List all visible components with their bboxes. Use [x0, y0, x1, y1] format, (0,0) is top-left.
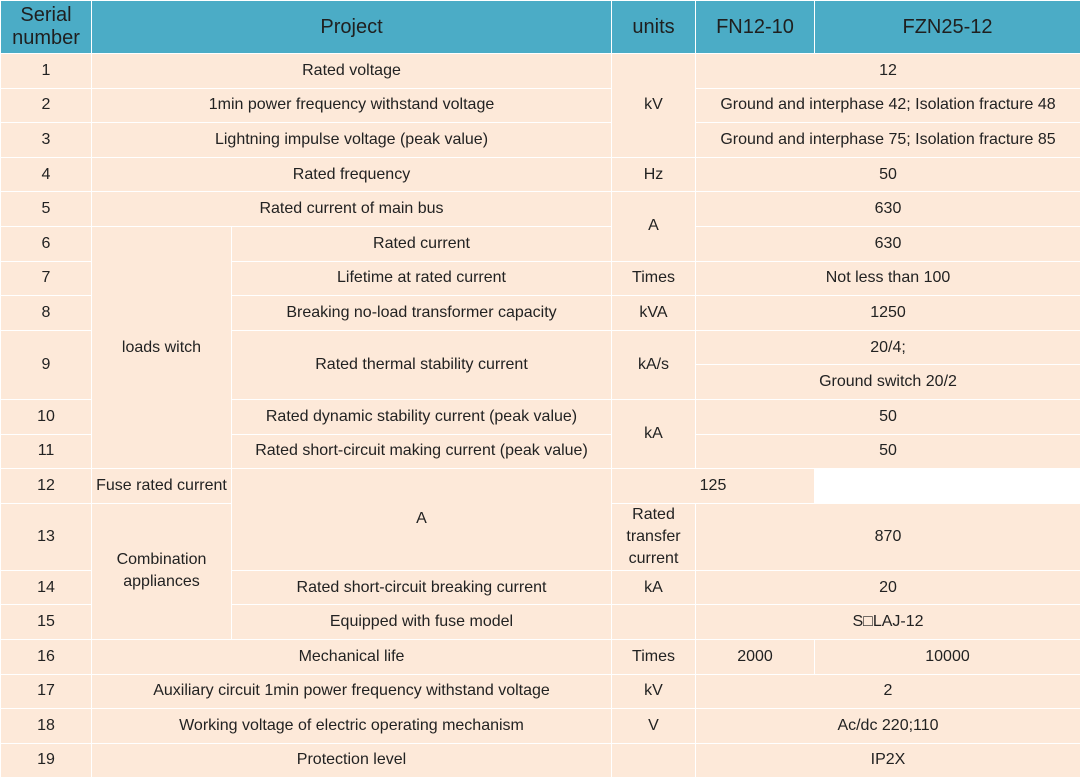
- value-cell: 50: [696, 157, 1080, 192]
- unit-cell: A: [612, 192, 696, 261]
- table-row: [1, 88, 1080, 123]
- project-cell: Rated short-circuit breaking current: [232, 570, 612, 605]
- value-cell: 630: [696, 226, 1080, 261]
- unit-cell: kA: [612, 399, 696, 468]
- serial-cell: 7: [1, 261, 92, 296]
- unit-cell: [612, 743, 696, 778]
- project-cell: Rated current: [232, 226, 612, 261]
- header-serial-number: Serial number: [1, 1, 92, 54]
- unit-cell: Hz: [612, 157, 696, 192]
- serial-cell: 15: [1, 605, 92, 640]
- serial-cell: 11: [1, 434, 92, 469]
- unit-cell: kV: [612, 674, 696, 709]
- unit-cell: A: [232, 469, 612, 571]
- value-cell: 20: [696, 570, 1080, 605]
- project-cell: Fuse rated current: [92, 469, 232, 504]
- value-cell: 20/4;: [696, 330, 1080, 365]
- serial-cell: 16: [1, 639, 92, 674]
- project-cell: Lifetime at rated current: [232, 261, 612, 296]
- project-cell: Rated frequency: [92, 157, 612, 192]
- serial-cell: 5: [1, 192, 92, 227]
- header-row: [1, 1, 1080, 54]
- project-cell: Working voltage of electric operating mechanism: [92, 709, 612, 744]
- serial-cell: 6: [1, 226, 92, 261]
- table-row: [1, 123, 1080, 158]
- serial-cell: 4: [1, 157, 92, 192]
- project-cell: Rated thermal stability current: [232, 330, 612, 399]
- header-project: Project: [92, 1, 612, 54]
- value-cell: IP2X: [696, 743, 1080, 778]
- table-row: [1, 226, 1080, 261]
- unit-cell: kA/s: [612, 330, 696, 399]
- value-cell: Not less than 100: [696, 261, 1080, 296]
- project-cell: Rated voltage: [92, 54, 612, 89]
- unit-cell: kVA: [612, 296, 696, 331]
- value-cell: 12: [696, 54, 1080, 89]
- serial-cell: 1: [1, 54, 92, 89]
- serial-cell: 3: [1, 123, 92, 158]
- unit-cell: Times: [612, 639, 696, 674]
- value-cell: Ground and interphase 75; Isolation fracture 85: [696, 123, 1080, 158]
- value-cell: 630: [696, 192, 1080, 227]
- table-row: [1, 54, 1080, 89]
- project-cell: 1min power frequency withstand voltage: [92, 88, 612, 123]
- serial-cell: 13: [1, 503, 92, 570]
- table-row: [1, 639, 1080, 674]
- table-row: [1, 157, 1080, 192]
- value-cell: 50: [696, 399, 1080, 434]
- project-cell: Protection level: [92, 743, 612, 778]
- serial-cell: 9: [1, 330, 92, 399]
- project-cell: Rated current of main bus: [92, 192, 612, 227]
- unit-cell: kV: [612, 54, 696, 158]
- value-cell: 1250: [696, 296, 1080, 331]
- header-units: units: [612, 1, 696, 54]
- header-fn12-10: FN12-10: [696, 1, 815, 54]
- serial-cell: 14: [1, 570, 92, 605]
- unit-cell: V: [612, 709, 696, 744]
- value-cell: 2: [696, 674, 1080, 709]
- value-cell: 50: [696, 434, 1080, 469]
- value-fzn25-cell: 10000: [815, 639, 1080, 674]
- table-row: [1, 469, 1080, 504]
- value-cell: S□LAJ-12: [696, 605, 1080, 640]
- serial-cell: 18: [1, 709, 92, 744]
- unit-cell: Times: [612, 261, 696, 296]
- project-cell: Rated short-circuit making current (peak value): [232, 434, 612, 469]
- value-cell: Ground switch 20/2: [696, 365, 1080, 400]
- project-cell: Mechanical life: [92, 639, 612, 674]
- serial-cell: 17: [1, 674, 92, 709]
- unit-cell: kA: [612, 570, 696, 605]
- value-cell: 870: [696, 503, 1080, 570]
- group-load-switch: loads witch: [92, 226, 232, 468]
- serial-cell: 8: [1, 296, 92, 331]
- serial-cell: 19: [1, 743, 92, 778]
- value-cell: Ac/dc 220;110: [696, 709, 1080, 744]
- project-cell: Lightning impulse voltage (peak value): [92, 123, 612, 158]
- project-cell: Auxiliary circuit 1min power frequency withstand voltage: [92, 674, 612, 709]
- project-cell: Rated dynamic stability current (peak value): [232, 399, 612, 434]
- table-row: [1, 674, 1080, 709]
- value-fn12-cell: 2000: [696, 639, 815, 674]
- table-row: [1, 709, 1080, 744]
- serial-cell: 12: [1, 469, 92, 504]
- header-fzn25-12: FZN25-12: [815, 1, 1080, 54]
- group-combination-appliances: Combination appliances: [92, 503, 232, 639]
- serial-cell: 10: [1, 399, 92, 434]
- unit-cell: [612, 605, 696, 640]
- project-cell: Equipped with fuse model: [232, 605, 612, 640]
- project-cell: Breaking no-load transformer capacity: [232, 296, 612, 331]
- value-cell: 125: [612, 469, 815, 504]
- table-row: [1, 743, 1080, 778]
- serial-cell: 2: [1, 88, 92, 123]
- project-cell: Rated transfer current: [612, 503, 696, 570]
- table-row: [1, 192, 1080, 227]
- value-cell: Ground and interphase 42; Isolation fracture 48: [696, 88, 1080, 123]
